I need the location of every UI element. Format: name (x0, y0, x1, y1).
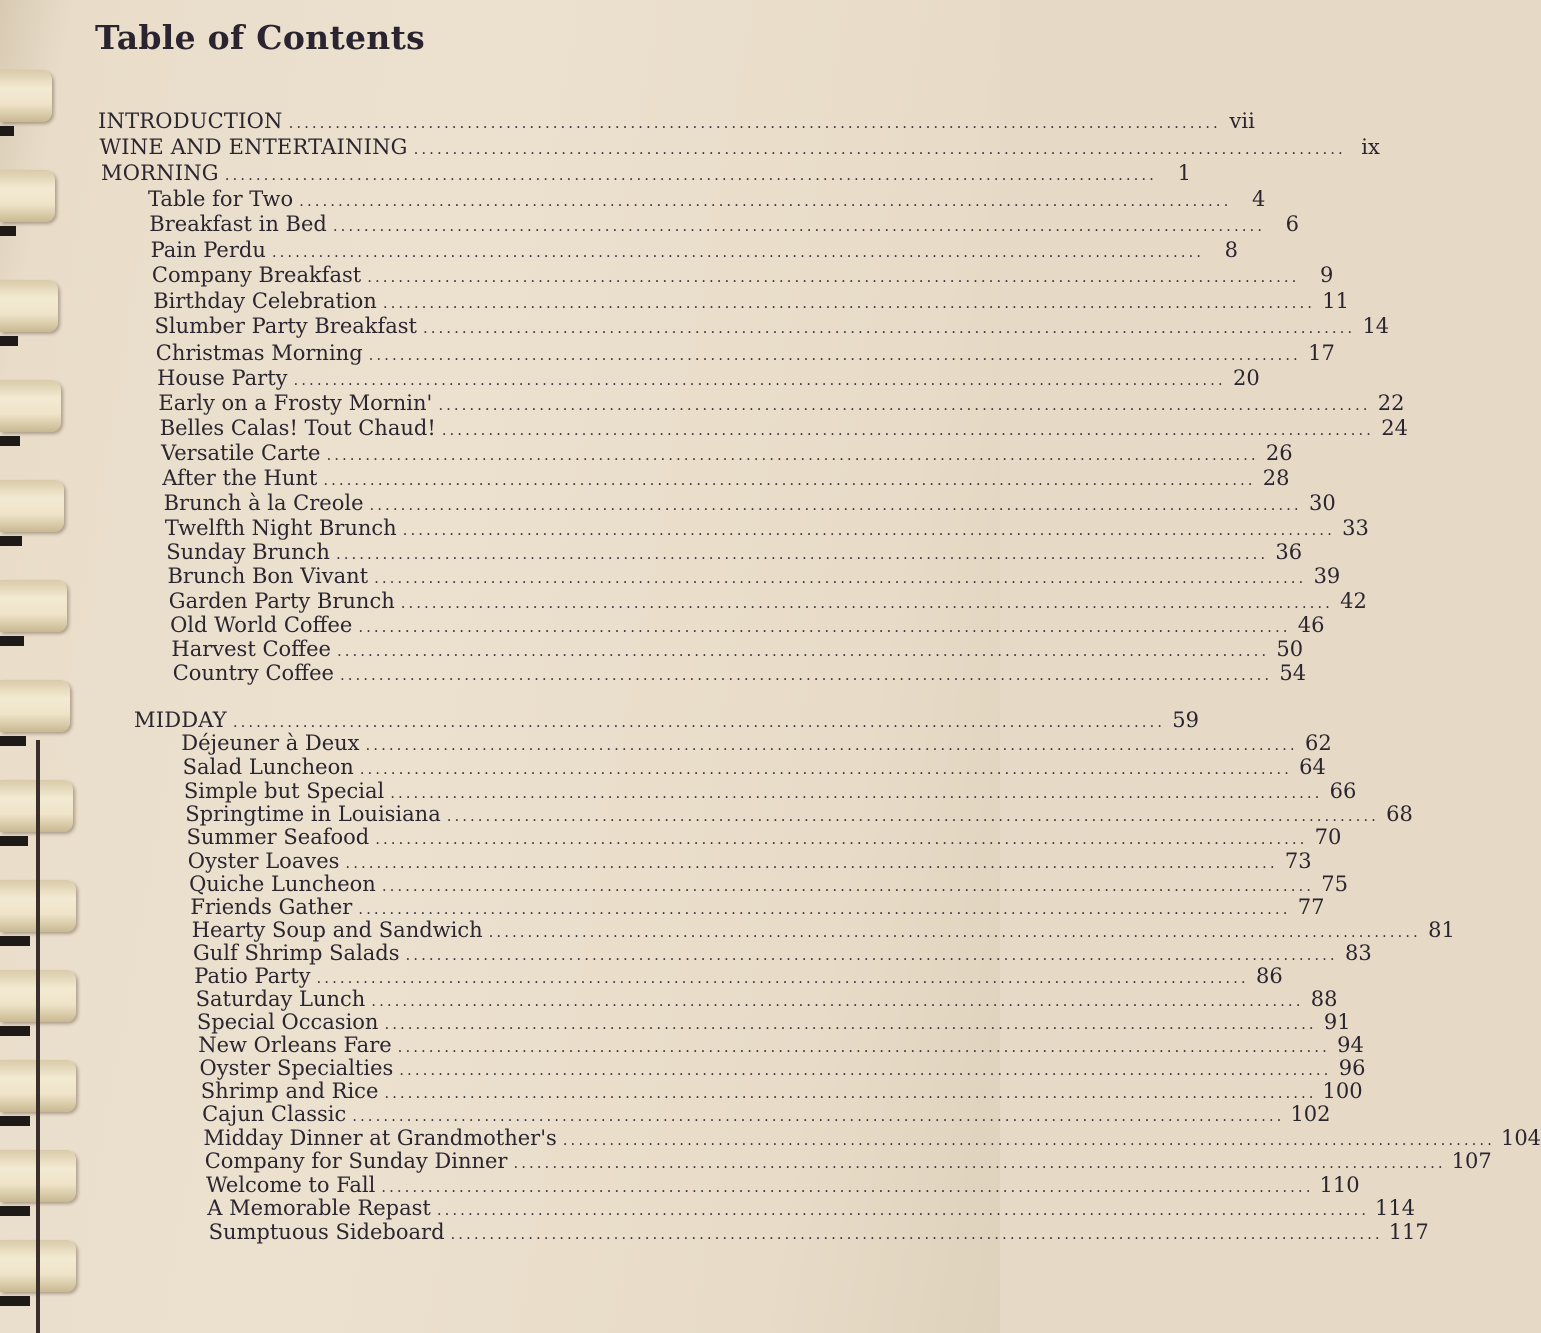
binding-gap (0, 936, 30, 946)
entry-page-number: 59 (1172, 708, 1200, 732)
binding-gap (0, 226, 16, 236)
entry-label: Quiche Luncheon (189, 872, 376, 896)
entry-label: Sumptuous Sideboard (208, 1220, 445, 1244)
dot-leader: ........................................................................................................................ (335, 545, 1269, 563)
dot-leader: ........................................................................................................................ (405, 946, 1338, 964)
entry-label: Springtime in Louisiana (185, 802, 441, 826)
entry-page-number: 11 (1322, 289, 1349, 313)
dot-leader: ........................................................................................................................ (562, 1131, 1495, 1149)
entry-page-number: 22 (1377, 391, 1405, 415)
toc-entry (163, 490, 1336, 516)
entry-label: Gulf Shrimp Salads (193, 941, 400, 965)
dot-leader: ........................................................................................................................ (224, 166, 1157, 184)
toc-entry (164, 515, 1369, 541)
dot-leader: ........................................................................................................................ (316, 969, 1249, 987)
binding-coil (0, 280, 58, 332)
dot-leader: ........................................................................................................................ (400, 594, 1333, 612)
entry-page-number: 68 (1386, 802, 1413, 826)
entry-page-number: ix (1361, 135, 1380, 159)
binding-coil (0, 380, 61, 432)
dot-leader: ........................................................................................................................ (397, 1038, 1330, 1056)
toc-entry (154, 313, 1390, 339)
toc-entry (170, 612, 1325, 638)
binding-gap (0, 836, 28, 846)
entry-label: Company Breakfast (151, 263, 362, 287)
entry-page-number: 100 (1322, 1079, 1363, 1103)
entry-page-number: 117 (1388, 1220, 1429, 1244)
entry-label: Twelfth Night Brunch (164, 516, 397, 540)
entry-label: Salad Luncheon (182, 755, 354, 779)
dot-leader: ........................................................................................................................ (367, 268, 1300, 286)
page-title: Table of Contents (95, 18, 425, 57)
toc-entry (186, 824, 1342, 850)
entry-page-number: 104 (1500, 1126, 1541, 1150)
dot-leader: ........................................................................................................................ (345, 854, 1278, 872)
entry-label: Early on a Frosty Mornin' (158, 391, 433, 415)
entry-label: Garden Party Brunch (168, 589, 395, 613)
entry-label: Friends Gather (190, 895, 353, 919)
toc-entry (150, 237, 1239, 263)
toc-entry (159, 415, 1408, 441)
toc-entry (207, 1195, 1416, 1221)
entry-page-number: 17 (1308, 341, 1335, 365)
entry-label: Summer Seafood (186, 825, 370, 849)
entry-label: Pain Perdu (150, 238, 266, 262)
dot-leader: ........................................................................................................................ (326, 446, 1259, 464)
binding-gap (0, 1206, 30, 1216)
dot-leader: ........................................................................................................................ (446, 807, 1379, 825)
dot-leader: ........................................................................................................................ (368, 346, 1301, 364)
entry-page-number: 14 (1362, 314, 1390, 338)
dot-leader: ........................................................................................................................ (441, 421, 1374, 439)
toc-entry (204, 1148, 1492, 1174)
binding-gap (0, 126, 14, 136)
entry-page-number: 110 (1319, 1173, 1360, 1197)
dot-leader: ........................................................................................................................ (323, 471, 1256, 489)
entry-label: Old World Coffee (170, 613, 353, 637)
entry-label: Midday Dinner at Grandmother's (203, 1126, 557, 1150)
toc-entry (153, 288, 1349, 314)
toc-entry (202, 1101, 1331, 1127)
entry-label: Birthday Celebration (153, 289, 377, 313)
dot-leader: ........................................................................................................................ (359, 760, 1292, 778)
spiral-binding (0, 0, 100, 1333)
binding-gap (0, 536, 22, 546)
entry-label: Simple but Special (183, 779, 385, 803)
dot-leader: ........................................................................................................................ (488, 923, 1421, 941)
binding-coil (0, 680, 70, 732)
binding-gap (0, 736, 26, 746)
binding-spine (36, 740, 40, 1333)
entry-page-number: 88 (1310, 987, 1338, 1011)
entry-label: Table for Two (148, 187, 294, 211)
dot-leader: ........................................................................................................................ (384, 1015, 1317, 1033)
entry-label: Versatile Carte (161, 441, 321, 465)
entry-page-number: 42 (1340, 589, 1367, 613)
toc-entry (171, 636, 1304, 662)
entry-page-number: 114 (1375, 1196, 1416, 1220)
dot-leader: ........................................................................................................................ (271, 243, 1205, 261)
binding-coil (0, 170, 55, 222)
entry-label: Welcome to Fall (206, 1173, 376, 1197)
entry-page-number: 73 (1284, 849, 1312, 873)
dot-leader: ........................................................................................................................ (390, 784, 1323, 802)
toc-entry (181, 730, 1332, 756)
entry-label: MIDDAY (134, 708, 227, 732)
entry-page-number: 75 (1321, 872, 1348, 896)
entry-page-number: 54 (1279, 661, 1307, 685)
entry-page-number: 62 (1304, 731, 1332, 755)
dot-leader: ........................................................................................................................ (413, 140, 1346, 158)
dot-leader: ........................................................................................................................ (352, 1107, 1285, 1125)
entry-page-number: 8 (1224, 238, 1239, 262)
toc-entry (162, 465, 1290, 491)
toc-entry (168, 588, 1367, 614)
dot-leader: ........................................................................................................................ (336, 642, 1270, 660)
entry-label: Breakfast in Bed (149, 212, 327, 236)
entry-label: Belles Calas! Tout Chaud! (159, 416, 436, 440)
entry-page-number: 39 (1313, 564, 1341, 588)
entry-label: Hearty Soup and Sandwich (191, 918, 483, 942)
dot-leader: ........................................................................................................................ (332, 217, 1266, 235)
entry-page-number: 70 (1314, 825, 1342, 849)
entry-page-number: 6 (1285, 212, 1300, 236)
entry-page-number: 86 (1255, 964, 1283, 988)
toc-entry (182, 754, 1326, 780)
toc-section-entry (101, 160, 1191, 186)
entry-label: House Party (157, 366, 288, 390)
binding-coil (0, 580, 67, 632)
dot-leader: ........................................................................................................................ (339, 666, 1273, 684)
dot-leader: ........................................................................................................................ (288, 114, 1221, 132)
toc-entry (161, 440, 1293, 466)
binding-gap (0, 1296, 30, 1306)
entry-page-number: 9 (1320, 263, 1334, 287)
entry-page-number: 20 (1232, 366, 1260, 390)
entry-label: Brunch Bon Vivant (167, 564, 369, 588)
entry-label: Company for Sunday Dinner (204, 1149, 508, 1173)
entry-label: WINE AND ENTERTAINING (99, 135, 408, 159)
entry-label: INTRODUCTION (98, 109, 283, 133)
binding-gap (0, 636, 24, 646)
toc-entry (158, 390, 1405, 416)
toc-entry (172, 660, 1307, 686)
entry-page-number: 33 (1342, 516, 1369, 540)
entry-page-number: 30 (1308, 491, 1336, 515)
entry-page-number: 1 (1177, 161, 1191, 185)
toc-section-entry (99, 134, 1380, 160)
entry-label: Déjeuner à Deux (181, 731, 360, 755)
entry-label: After the Hunt (162, 466, 318, 490)
entry-page-number: vii (1229, 109, 1255, 133)
dot-leader: ........................................................................................................................ (369, 496, 1302, 514)
entry-label: Oyster Loaves (187, 849, 340, 873)
dot-leader: ........................................................................................................................ (299, 192, 1232, 210)
dot-leader: ........................................................................................................................ (358, 900, 1291, 918)
dot-leader: ........................................................................................................................ (382, 294, 1315, 312)
dot-leader: ........................................................................................................................ (381, 877, 1314, 895)
entry-label: Shrimp and Rice (200, 1079, 379, 1103)
entry-page-number: 96 (1338, 1056, 1366, 1080)
toc-entry (166, 539, 1303, 565)
toc-entry (157, 365, 1260, 391)
toc-entry (208, 1219, 1429, 1245)
dot-leader: ........................................................................................................................ (436, 1201, 1370, 1219)
dot-leader: ........................................................................................................................ (450, 1225, 1383, 1243)
binding-gap (0, 436, 20, 446)
binding-coil (0, 480, 64, 532)
dot-leader: ........................................................................................................................ (402, 521, 1335, 539)
entry-page-number: 64 (1299, 755, 1326, 779)
dot-leader: ........................................................................................................................ (513, 1154, 1446, 1172)
entry-label: Saturday Lunch (195, 987, 366, 1011)
dot-leader: ........................................................................................................................ (381, 1178, 1314, 1196)
toc-entry (151, 262, 1334, 288)
entry-page-number: 46 (1297, 613, 1325, 637)
dot-leader: ........................................................................................................................ (423, 319, 1356, 337)
dot-leader: ........................................................................................................................ (374, 569, 1307, 587)
entry-page-number: 24 (1381, 416, 1408, 440)
entry-label: Sunday Brunch (166, 540, 330, 564)
entry-label: MORNING (101, 161, 219, 185)
entry-label: Country Coffee (172, 661, 334, 685)
dot-leader: ........................................................................................................................ (232, 713, 1166, 731)
entry-page-number: 28 (1262, 466, 1290, 490)
toc-entry (167, 563, 1341, 589)
entry-page-number: 91 (1323, 1010, 1351, 1034)
entry-label: Brunch à la Creole (163, 491, 364, 515)
entry-page-number: 50 (1276, 637, 1304, 661)
binding-gap (0, 1026, 30, 1036)
entry-label: Oyster Specialties (199, 1056, 394, 1080)
entry-page-number: 81 (1428, 918, 1455, 942)
toc-entry (149, 211, 1300, 237)
entry-label: Christmas Morning (155, 341, 363, 365)
dot-leader: ........................................................................................................................ (293, 371, 1226, 389)
dot-leader: ........................................................................................................................ (365, 736, 1298, 754)
entry-label: Special Occasion (196, 1010, 379, 1034)
toc-entry (155, 340, 1335, 366)
entry-page-number: 102 (1290, 1102, 1331, 1126)
binding-gap (0, 1116, 30, 1126)
dot-leader: ........................................................................................................................ (438, 396, 1371, 414)
entry-page-number: 77 (1297, 895, 1325, 919)
dot-leader: ........................................................................................................................ (358, 618, 1291, 636)
entry-page-number: 94 (1337, 1033, 1364, 1057)
dot-leader: ........................................................................................................................ (384, 1084, 1317, 1102)
dot-leader: ........................................................................................................................ (399, 1061, 1332, 1079)
toc-section-entry (98, 108, 1255, 134)
entry-page-number: 36 (1275, 540, 1303, 564)
entry-label: Cajun Classic (202, 1102, 347, 1126)
dot-leader: ........................................................................................................................ (371, 992, 1304, 1010)
entry-label: Patio Party (194, 964, 311, 988)
entry-page-number: 107 (1451, 1149, 1492, 1173)
dot-leader: ........................................................................................................................ (375, 830, 1308, 848)
toc-entry (148, 186, 1266, 212)
entry-page-number: 66 (1329, 779, 1357, 803)
entry-label: Slumber Party Breakfast (154, 314, 417, 338)
entry-label: A Memorable Repast (207, 1196, 431, 1220)
binding-gap (0, 336, 18, 346)
binding-coil (0, 70, 52, 122)
entry-label: New Orleans Fare (198, 1033, 392, 1057)
entry-page-number: 83 (1344, 941, 1372, 965)
entry-label: Harvest Coffee (171, 637, 331, 661)
entry-page-number: 4 (1251, 187, 1266, 211)
entry-page-number: 26 (1265, 441, 1293, 465)
